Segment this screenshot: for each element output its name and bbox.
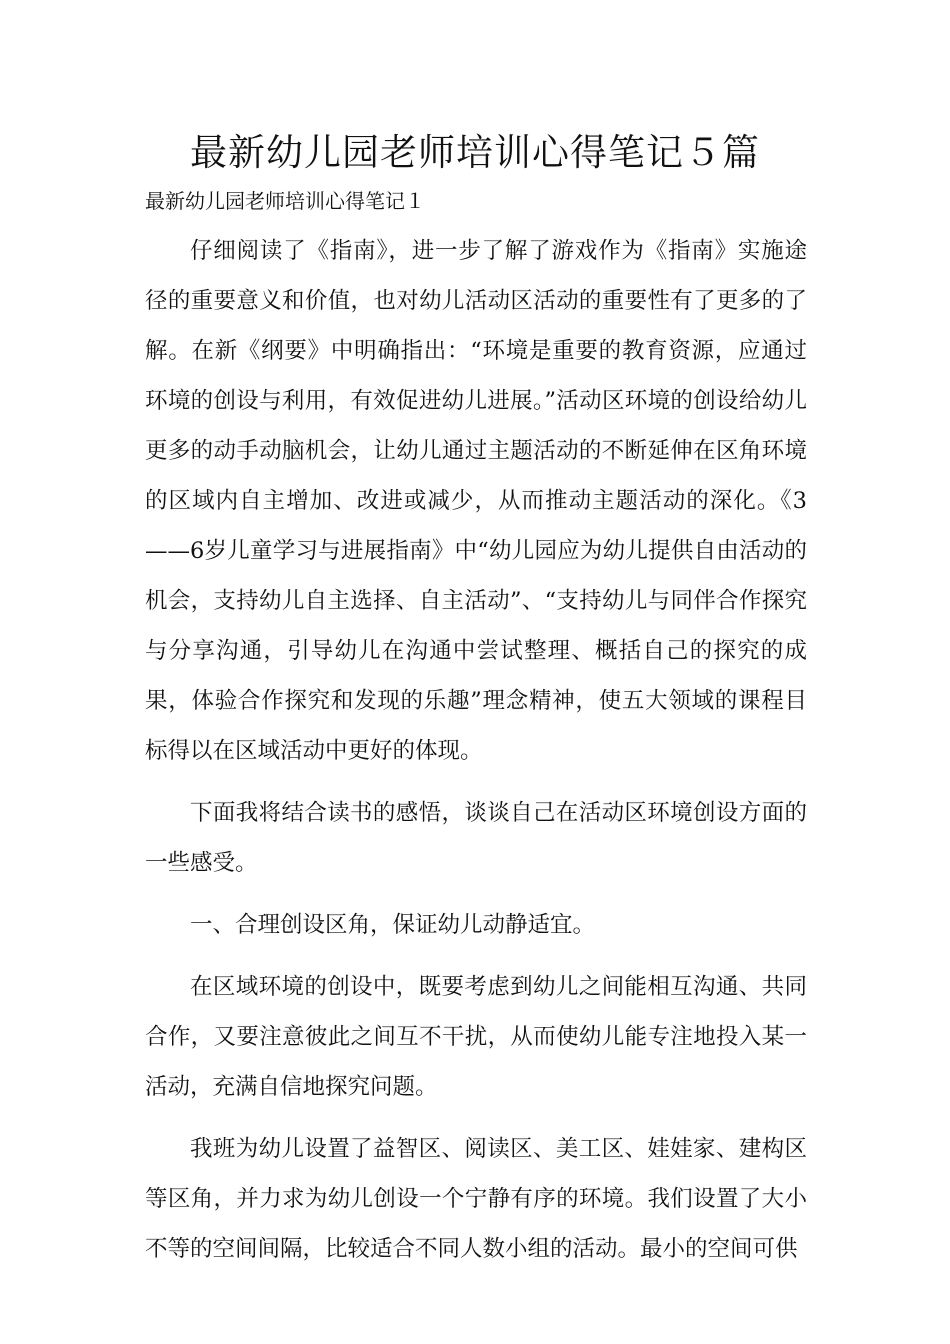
paragraph-intro: 仔细阅读了《指南》，进一步了解了游戏作为《指南》实施途径的重要意义和价值，也对幼儿活动区活动的重要性有了更多的了解。在新《纲要》中明确指出：“环境是重要的教育资源，应通过环境的创设与利用，有效促进幼儿进展。”活动区环境的创设给幼儿更多的动手动脑机会，让幼儿通过主题活动的不断延伸在区角环境的区域内自主增加、改进或减少，从而推动主题活动的深化。《3——6岁儿童学习与进展指南》中“幼儿园应为幼儿提供自由活动的机会，支持幼儿自主选择、自主活动”、“支持幼儿与同伴合作探究与分享沟通，引导幼儿在沟通中尝试整理、概括自己的探究的成果，体验合作探究和发现的乐趣”理念精神，使五大领域的课程目标得以在区域活动中更好的体现。	[145, 238, 807, 764]
document-body	[145, 226, 807, 1286]
document-subtitle: 最新幼儿园老师培训心得笔记１	[145, 189, 425, 213]
paragraph-area-design: 在区域环境的创设中，既要考虑到幼儿之间能相互沟通、共同合作，又要注意彼此之间互不干扰，从而使幼儿能专注地投入某一活动，充满自信地探究问题。	[145, 974, 807, 1100]
paragraph-reflection: 下面我将结合读书的感悟，谈谈自己在活动区环境创设方面的一些感受。	[145, 800, 807, 876]
paragraph-class-areas: 我班为幼儿设置了益智区、阅读区、美工区、娃娃家、建构区等区角，并力求为幼儿创设一个宁静有序的环境。我们设置了大小不等的空间间隔，比较适合不同人数小组的活动。最小的空间可供	[145, 1136, 807, 1262]
section-heading-1: 一、合理创设区角，保证幼儿动静适宜。	[190, 912, 596, 938]
document-title: 最新幼儿园老师培训心得笔记５篇	[190, 131, 760, 174]
